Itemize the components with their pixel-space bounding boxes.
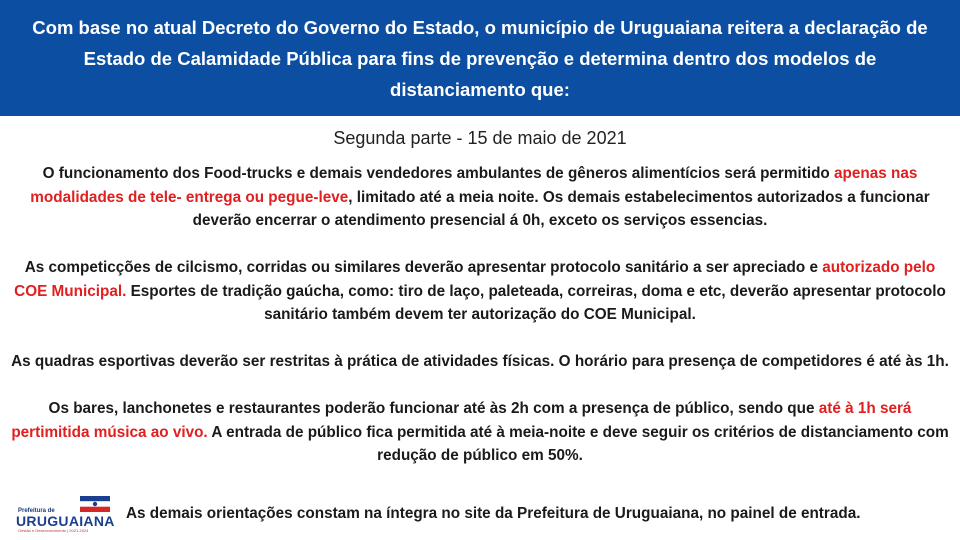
logo-tagline: Gestão e Desenvolvimento | 2021-2024 [18,528,89,533]
header-text: Com base no atual Decreto do Governo do Estado, o município de Uruguaiana reitera a declaração de Estado de Calamidade Pública para fins de prevenção e determina dentro dos modelos de distanciamento que: [32,16,928,100]
paragraph-bars [10,397,950,468]
content [10,162,950,491]
subtitle: Segunda parte - 15 de maio de 2021 [333,128,627,148]
paragraph-text: Esportes de tradição gaúcha, como: tiro de laço, paleteada, correiras, doma e etc, deverão apresentar protocolo sanitário também devem ter autorização do COE Municipal. [126,282,946,323]
paragraph-text: As quadras esportivas deverão ser restritas à prática de atividades físicas. O horário para presença de competidores é até às 1h. [11,353,949,370]
highlight-text: até à 1h será pertimitida música ao vivo. [11,400,912,441]
flag-icon [80,496,110,512]
header-banner [0,0,960,116]
paragraph-competitions [10,256,950,327]
paragraph-text: Os bares, lanchonetes e restaurantes poderão funcionar até às 2h com a presença de público, sendo que [48,400,819,417]
highlight-text: autorizado pelo COE Municipal. [14,259,936,300]
paragraph-food-trucks [10,162,950,233]
highlight-text: apenas nas modalidades de tele- entrega ou pegue-leve [30,165,918,206]
logo-city: URUGUAIANA [16,513,115,529]
paragraph-sports-courts [10,350,950,374]
paragraph-text: A entrada de público fica permitida até à meia-noite e deve seguir os critérios de distanciamento com redução de público em 50%. [207,423,949,464]
logo-prefix: Prefeitura de [18,508,55,514]
paragraph-text: As competicções de cilcismo, corridas ou similares deverão apresentar protocolo sanitário a ser apreciado e [24,259,823,276]
footer-text: As demais orientações constam na íntegra no site da Prefeitura de Uruguaiana, no painel de entrada. [126,505,861,522]
paragraph-text: O funcionamento dos Food-trucks e demais vendedores ambulantes de gêneros alimentícios será permitido [42,165,835,182]
uruguaiana-logo [14,494,126,534]
footer [14,494,954,534]
paragraph-text: , limitado até a meia noite. Os demais estabelecimentos autorizados a funcionar deverão encerrar o atendimento presencial á 0h, exceto os serviços essencias. [192,188,930,229]
